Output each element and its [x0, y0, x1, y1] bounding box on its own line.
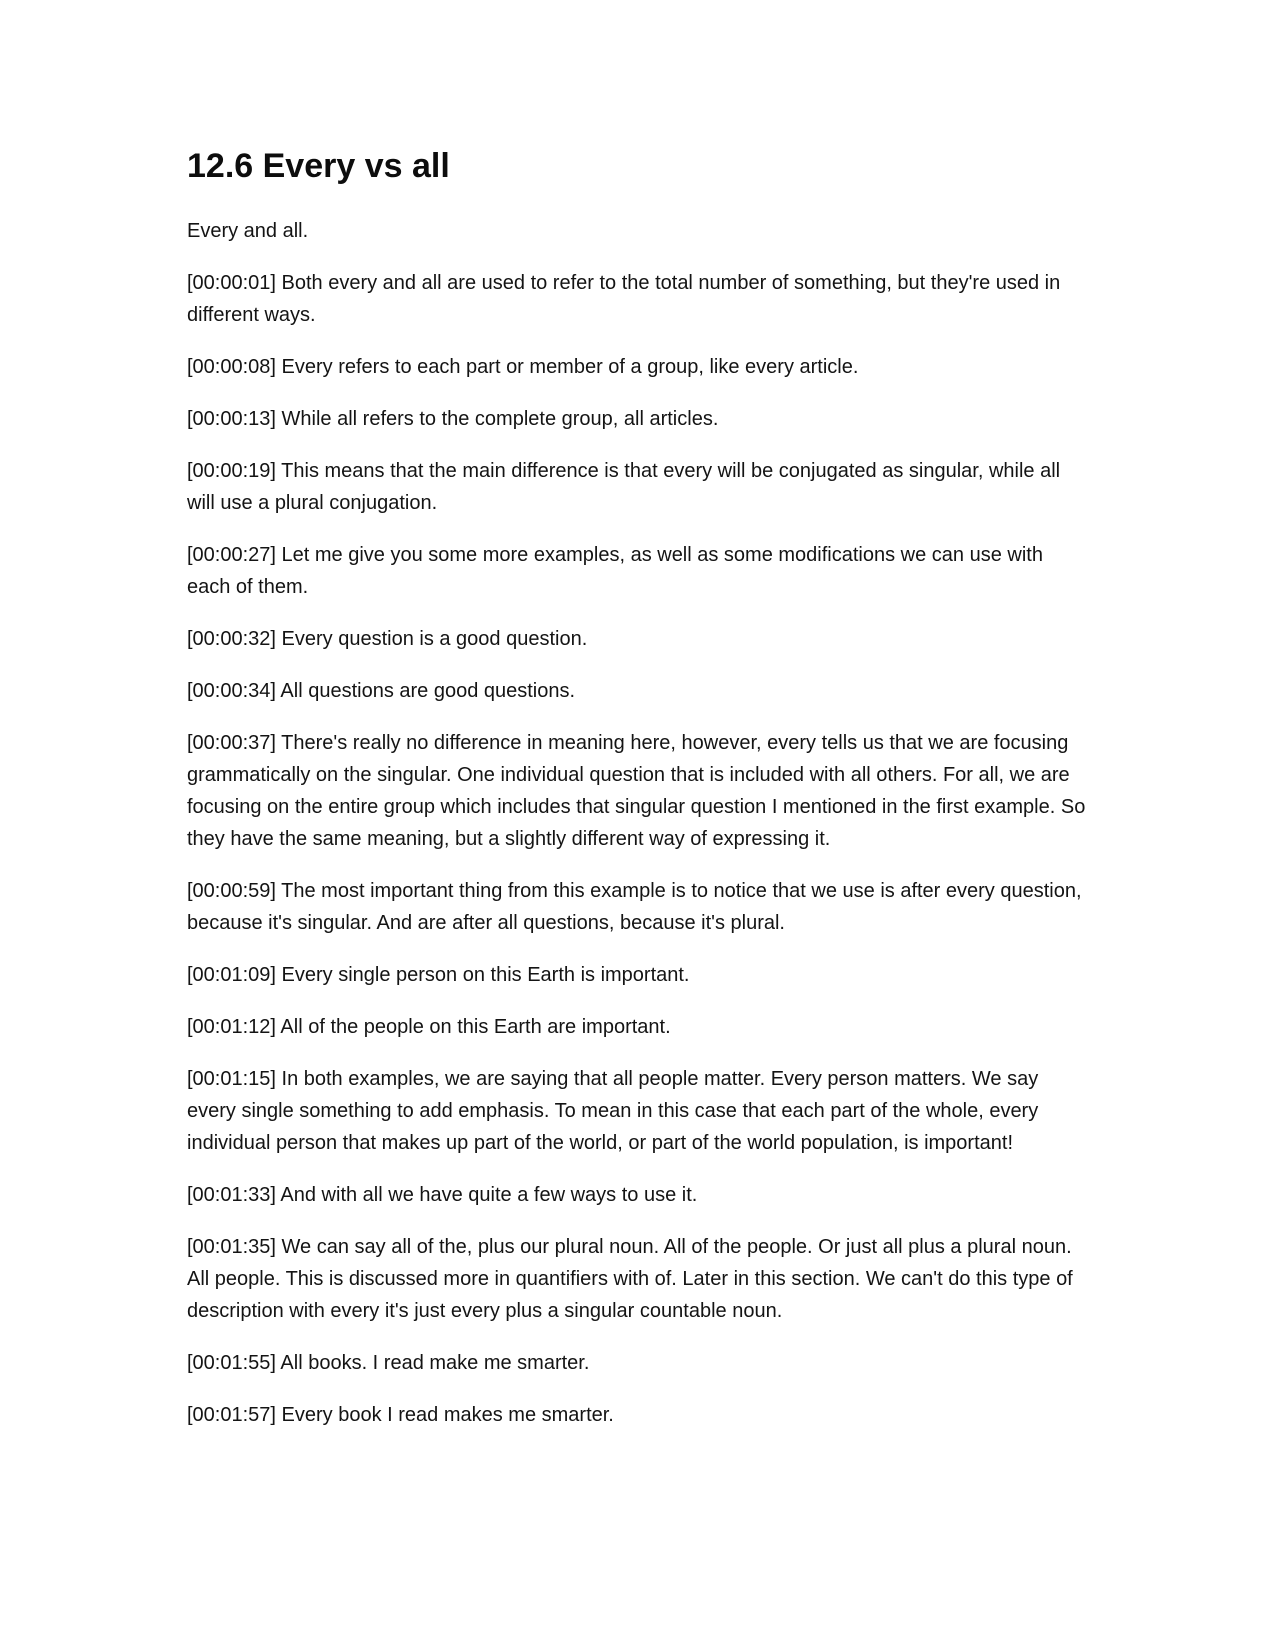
transcript-paragraph: [00:00:32] Every question is a good question.	[187, 627, 588, 650]
page-title: 12.6 Every vs all	[187, 147, 450, 185]
transcript-paragraph: [00:00:37] There's really no difference in meaning here, however, every tells us that we are focusing grammatically on the singular. One individual question that is included with all others. For all, we are focusing on the entire group which includes that singular question I mentioned in the first example. So they have the same meaning, but a slightly different way of expressing it.	[187, 731, 1086, 850]
transcript-paragraph: [00:00:08] Every refers to each part or member of a group, like every article.	[187, 355, 859, 378]
paragraph-intro: Every and all.	[187, 219, 309, 242]
transcript-paragraph: [00:01:55] All books. I read make me smarter.	[187, 1351, 590, 1374]
transcript-paragraph: [00:00:59] The most important thing from this example is to notice that we use is after every question, because it's singular. And are after all questions, because it's plural.	[187, 879, 1082, 934]
transcript-paragraph: [00:01:15] In both examples, we are saying that all people matter. Every person matters. We say every single something to add emphasis. To mean in this case that each part of the whole, every individual person that makes up part of the world, or part of the world population, is important!	[187, 1067, 1039, 1154]
transcript-paragraph: [00:00:13] While all refers to the complete group, all articles.	[187, 407, 719, 430]
transcript-paragraph: [00:00:19] This means that the main difference is that every will be conjugated as singular, while all will use a plural conjugation.	[187, 459, 1061, 514]
transcript-paragraph: [00:01:57] Every book I read makes me smarter.	[187, 1403, 614, 1426]
transcript-paragraph: [00:00:34] All questions are good questions.	[187, 679, 576, 702]
transcript-paragraph: [00:00:27] Let me give you some more examples, as well as some modifications we can use with each of them.	[187, 543, 1043, 598]
transcript-paragraph: [00:01:33] And with all we have quite a few ways to use it.	[187, 1183, 698, 1206]
transcript-paragraph: [00:00:01] Both every and all are used to refer to the total number of something, but they're used in different ways.	[187, 271, 1061, 326]
transcript-paragraph: [00:01:09] Every single person on this Earth is important.	[187, 963, 690, 986]
transcript-paragraph: [00:01:12] All of the people on this Earth are important.	[187, 1015, 671, 1038]
document-page	[187, 146, 1087, 1451]
transcript-paragraph: [00:01:35] We can say all of the, plus our plural noun. All of the people. Or just all plus a plural noun. All people. This is discussed more in quantifiers with of. Later in this section. We can't do this type of description with every it's just every plus a singular countable noun.	[187, 1235, 1073, 1322]
